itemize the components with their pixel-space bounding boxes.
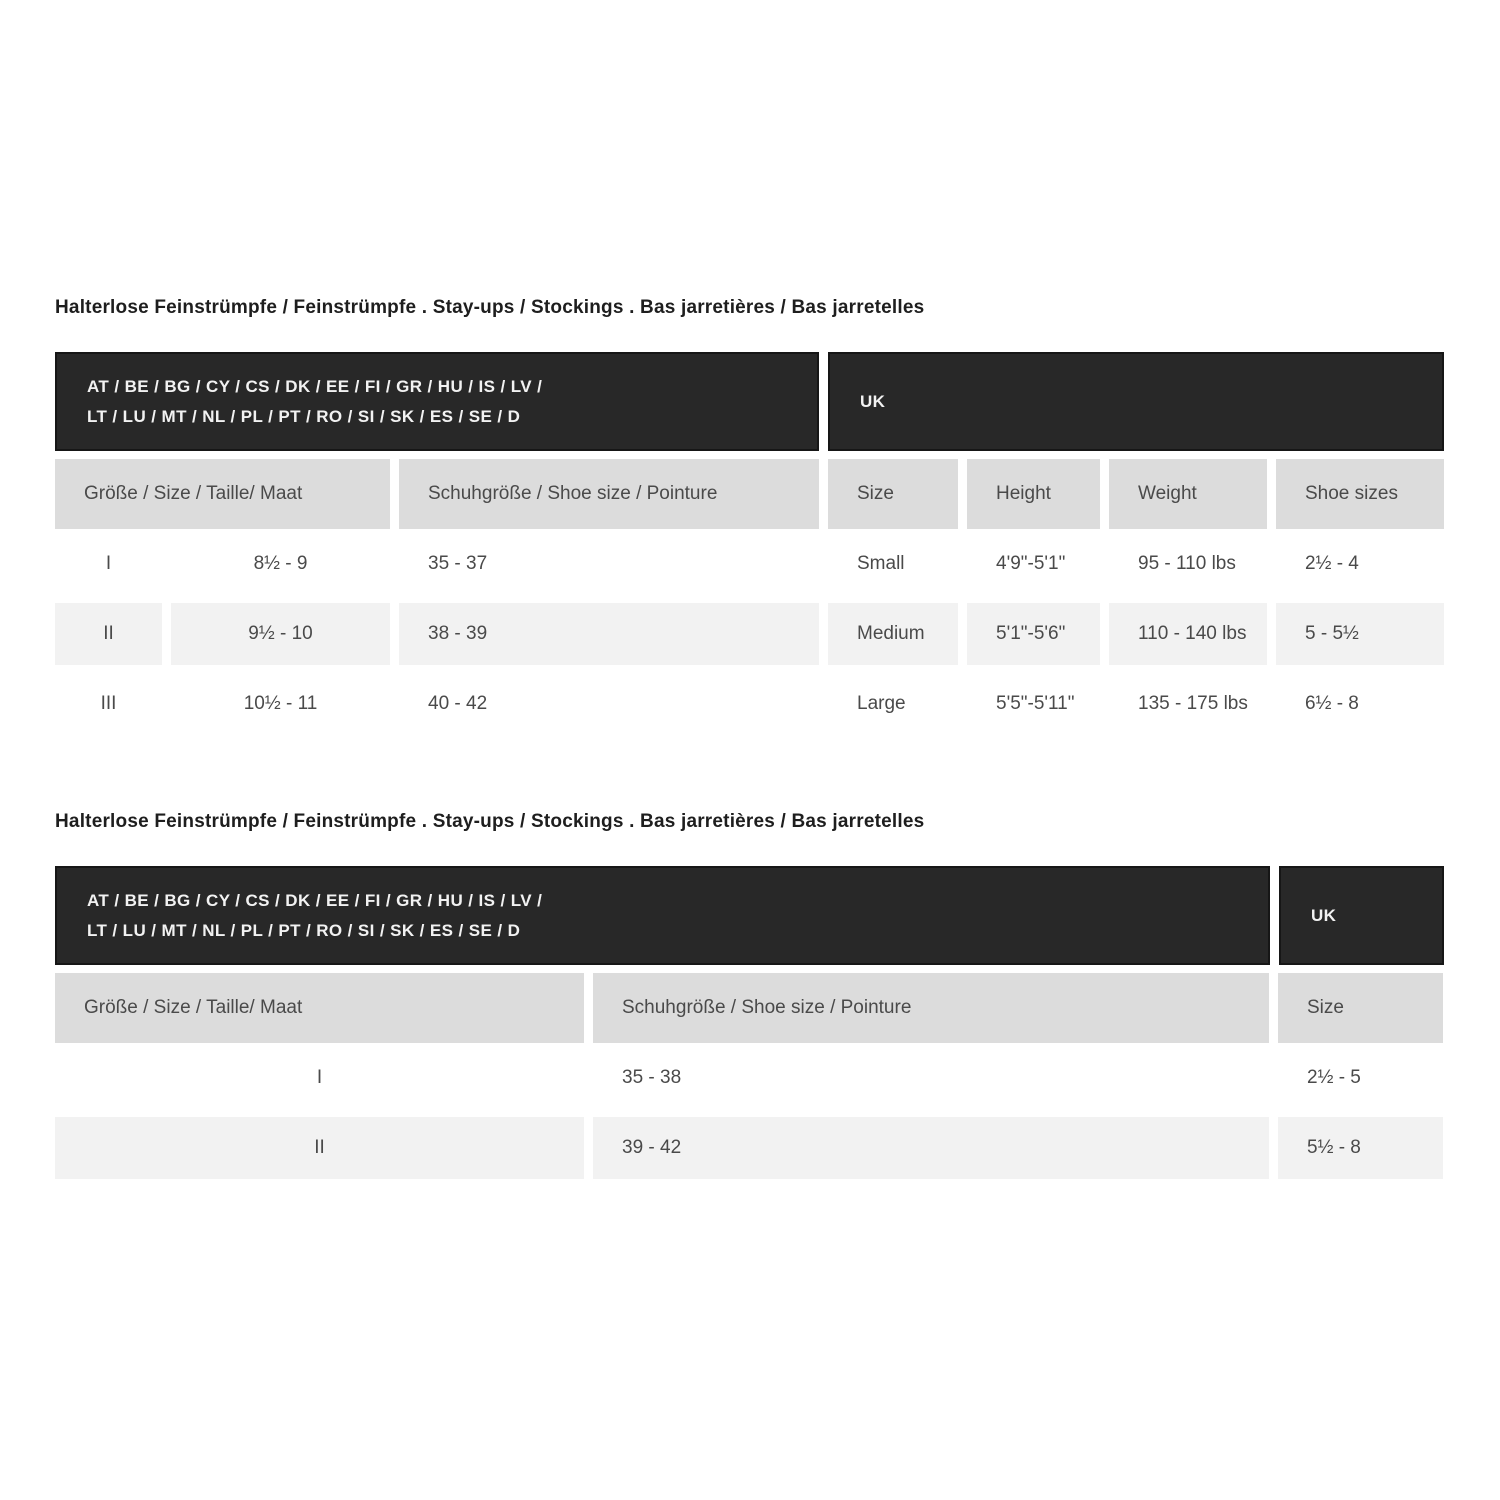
uk-height-cell: 5'1"-5'6" xyxy=(967,599,1100,669)
table2-eu-countries-line2: LT / LU / MT / NL / PL / PT / RO / SI / SK / ES / SE / D xyxy=(87,920,521,940)
uk-shoe-cell: 5 - 5½ xyxy=(1276,599,1444,669)
size-chart-content xyxy=(55,296,1444,1183)
table2 xyxy=(55,866,1444,1183)
size-range-cell: 9½ - 10 xyxy=(171,599,390,669)
size-range-cell: 8½ - 9 xyxy=(253,553,308,574)
table1-row-2 xyxy=(55,599,1444,669)
shoe-size-cell: 39 - 42 xyxy=(593,1113,1269,1183)
table2-col-shoe-label: Schuhgröße / Shoe size / Pointure xyxy=(593,973,1269,1043)
shoe-size-cell: 35 - 38 xyxy=(622,1067,682,1088)
table1-eu-countries-header xyxy=(55,352,819,451)
table1-uk-header xyxy=(828,352,1444,451)
table1-col-uk-shoe: Shoe sizes xyxy=(1276,459,1444,529)
size-numeral-cell: I xyxy=(105,553,112,574)
table1-eu-countries-line2: LT / LU / MT / NL / PL / PT / RO / SI / SK / ES / SE / D xyxy=(87,406,521,426)
uk-size-cell: Large xyxy=(857,693,906,714)
table2-uk-label: UK xyxy=(1311,905,1337,925)
table2-row-2 xyxy=(55,1113,1444,1183)
table1-col-uk-weight: Weight xyxy=(1109,459,1267,529)
uk-height-cell: 5'5"-5'11" xyxy=(996,693,1075,714)
table1 xyxy=(55,352,1444,739)
table1-row-1 xyxy=(55,529,1444,599)
table1-col-uk-size: Size xyxy=(828,459,958,529)
shoe-size-cell: 40 - 42 xyxy=(428,693,488,714)
shoe-size-cell: 38 - 39 xyxy=(399,599,819,669)
table1-col-shoe-label: Schuhgröße / Shoe size / Pointure xyxy=(399,459,819,529)
uk-weight-cell: 110 - 140 lbs xyxy=(1109,599,1267,669)
table1-region-header-row xyxy=(55,352,1444,451)
uk-weight-cell: 135 - 175 lbs xyxy=(1138,693,1248,714)
uk-height-cell: 4'9"-5'1" xyxy=(996,553,1066,574)
table2-eu-countries-line1: AT / BE / BG / CY / CS / DK / EE / FI / GR / HU / IS / LV / xyxy=(87,890,543,910)
table2-uk-header xyxy=(1279,866,1444,965)
table2-column-header-row xyxy=(55,973,1444,1043)
table2-region-header-row xyxy=(55,866,1444,965)
table2-eu-countries-header xyxy=(55,866,1270,965)
table1-col-size-label: Größe / Size / Taille/ Maat xyxy=(55,459,390,529)
table1-column-header-row xyxy=(55,459,1444,529)
size-range-cell: 10½ - 11 xyxy=(243,693,318,714)
uk-shoe-cell: 6½ - 8 xyxy=(1305,693,1359,714)
uk-shoe-cell: 2½ - 4 xyxy=(1305,553,1359,574)
table2-row-1 xyxy=(55,1043,1444,1113)
uk-size-cell: Small xyxy=(857,553,905,574)
uk-shoe-cell: 2½ - 5 xyxy=(1307,1067,1361,1088)
size-numeral-cell: I xyxy=(316,1067,323,1088)
uk-weight-cell: 95 - 110 lbs xyxy=(1138,553,1236,574)
table2-col-size-label: Größe / Size / Taille/ Maat xyxy=(55,973,584,1043)
shoe-size-cell: 35 - 37 xyxy=(428,553,488,574)
size-numeral-cell: II xyxy=(55,1113,584,1183)
size-numeral-cell: II xyxy=(55,599,162,669)
table1-title: Halterlose Feinstrümpfe / Feinstrümpfe . Stay-ups / Stockings . Bas jarretières / Bas jarretelles xyxy=(55,297,925,318)
size-numeral-cell: III xyxy=(100,693,117,714)
table1-eu-countries-line1: AT / BE / BG / CY / CS / DK / EE / FI / GR / HU / IS / LV / xyxy=(87,376,543,396)
table1-row-3 xyxy=(55,669,1444,739)
table2-section xyxy=(55,810,1444,1183)
table2-col-uk-size: Size xyxy=(1278,973,1443,1043)
table2-title: Halterlose Feinstrümpfe / Feinstrümpfe . Stay-ups / Stockings . Bas jarretières / Bas jarretelles xyxy=(55,811,925,832)
table1-uk-label: UK xyxy=(860,391,886,411)
uk-shoe-cell: 5½ - 8 xyxy=(1278,1113,1443,1183)
table1-col-uk-height: Height xyxy=(967,459,1100,529)
uk-size-cell: Medium xyxy=(828,599,958,669)
